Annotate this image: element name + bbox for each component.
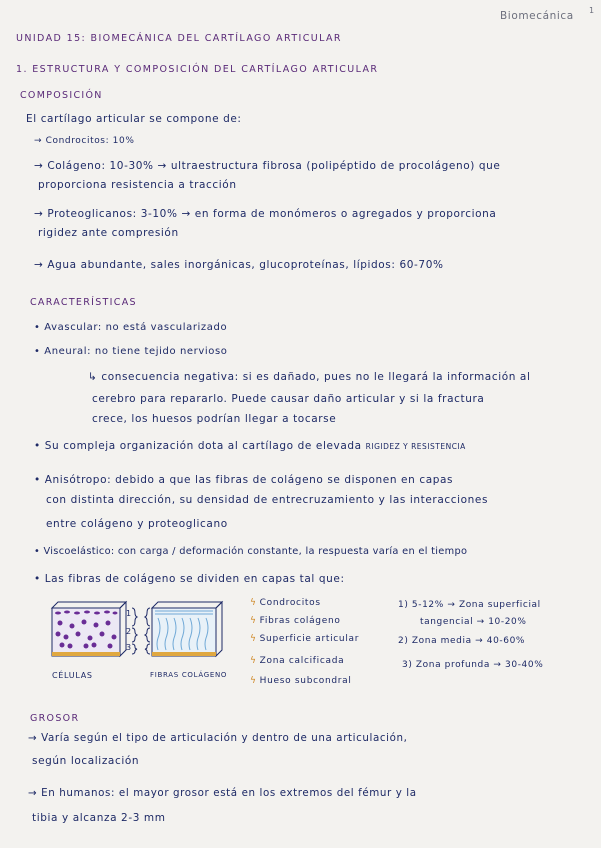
zone-1-line2: tangencial → 10-20% xyxy=(420,617,527,627)
layer-number-1: 1 xyxy=(126,609,132,618)
zone-3: 3) Zona profunda → 30-40% xyxy=(402,660,544,670)
complex-organization-item xyxy=(34,440,466,452)
legend-fibras-colageno: ϟ Fibras colágeno xyxy=(250,616,341,626)
composition-item-colageno-cont: proporciona resistencia a tracción xyxy=(38,179,237,191)
composition-intro: El cartílago articular se compone de: xyxy=(26,113,242,125)
composition-item-colageno: → Colágeno: 10-30% → ultraestructura fibrosa (polipéptido de procolágeno) que xyxy=(34,160,501,172)
fibers-label: FIBRAS COLÁGENO xyxy=(150,671,228,679)
composition-item-proteoglicanos-cont: rigidez ante compresión xyxy=(38,227,179,239)
aneural-item: • Aneural: no tiene tejido nervioso xyxy=(34,346,228,357)
fibers-block xyxy=(152,602,222,656)
page-number: 1 xyxy=(589,6,595,15)
thickness-heading: GROSOR xyxy=(30,713,80,724)
layer-number-3: 3 xyxy=(126,643,132,652)
composition-item-condrocitos: → Condrocitos: 10% xyxy=(34,136,135,146)
thickness-item1-line2: según localización xyxy=(32,755,140,767)
fibers-brackets xyxy=(145,608,150,654)
fibras-capas-item: • Las fibras de colágeno se dividen en capas tal que: xyxy=(34,573,345,585)
legend-condrocitos: ϟ Condrocitos xyxy=(250,598,321,608)
aneural-consequence-line3: crece, los huesos podrían llegar a tocarse xyxy=(92,413,337,425)
layer-brackets xyxy=(132,608,137,654)
legend-superficie-articular: ϟ Superficie articular xyxy=(250,634,360,644)
layer-number-2: 2 xyxy=(126,627,132,636)
composition-heading: COMPOSICIÓN xyxy=(20,90,103,101)
anisotropo-line3: entre colágeno y proteoglicano xyxy=(46,518,228,530)
bolt-icon: ϟ xyxy=(250,616,257,626)
section-title: 1. ESTRUCTURA Y COMPOSICIÓN DEL CARTÍLAGO ARTICULAR xyxy=(16,64,379,75)
legend-zona-calcificada: ϟ Zona calcificada xyxy=(250,656,345,666)
bolt-icon: ϟ xyxy=(250,598,257,608)
viscoelastico-item: • Viscoelástico: con carga / deformación constante, la respuesta varía en el tiempo xyxy=(34,546,468,557)
anisotropo-line1: • Anisótropo: debido a que las fibras de colágeno se disponen en capas xyxy=(34,474,454,486)
composition-item-agua: → Agua abundante, sales inorgánicas, glucoproteínas, lípidos: 60-70% xyxy=(34,259,444,271)
rigidity-resistance-text: RIGIDEZ Y RESISTENCIA xyxy=(365,442,466,451)
thickness-item2-line2: tibia y alcanza 2-3 mm xyxy=(32,812,166,824)
anisotropo-line2: con distinta dirección, su densidad de entrecruzamiento y las interacciones xyxy=(46,494,489,506)
zone-1-line1: 1) 5-12% → Zona superficial xyxy=(398,600,541,610)
thickness-item1-line1: → Varía según el tipo de articulación y dentro de una articulación, xyxy=(28,732,408,744)
bolt-icon: ϟ xyxy=(250,634,257,644)
composition-item-proteoglicanos: → Proteoglicanos: 3-10% → en forma de monómeros o agregados y proporciona xyxy=(34,208,497,220)
characteristics-heading: CARACTERÍSTICAS xyxy=(30,297,137,308)
aneural-consequence-line1: ↳ consecuencia negativa: si es dañado, pues no le llegará la información al xyxy=(88,371,531,383)
thickness-item2-line1: → En humanos: el mayor grosor está en los extremos del fémur y la xyxy=(28,787,417,799)
avascular-item: • Avascular: no está vascularizado xyxy=(34,322,228,333)
subject-label: Biomecánica xyxy=(500,10,574,22)
complex-organization-text: • Su compleja organización dota al cartílago de elevada xyxy=(34,440,362,452)
bolt-icon: ϟ xyxy=(250,676,257,686)
unit-title: UNIDAD 15: BIOMECÁNICA DEL CARTÍLAGO ARTICULAR xyxy=(16,33,342,44)
legend-hueso-subcondral: ϟ Hueso subcondral xyxy=(250,676,352,686)
cells-block xyxy=(52,602,126,656)
aneural-consequence-line2: cerebro para repararlo. Puede causar daño articular y si la fractura xyxy=(92,393,485,405)
cells-label: CÉLULAS xyxy=(52,671,93,680)
bolt-icon: ϟ xyxy=(250,656,257,666)
zone-2: 2) Zona media → 40-60% xyxy=(398,636,526,646)
